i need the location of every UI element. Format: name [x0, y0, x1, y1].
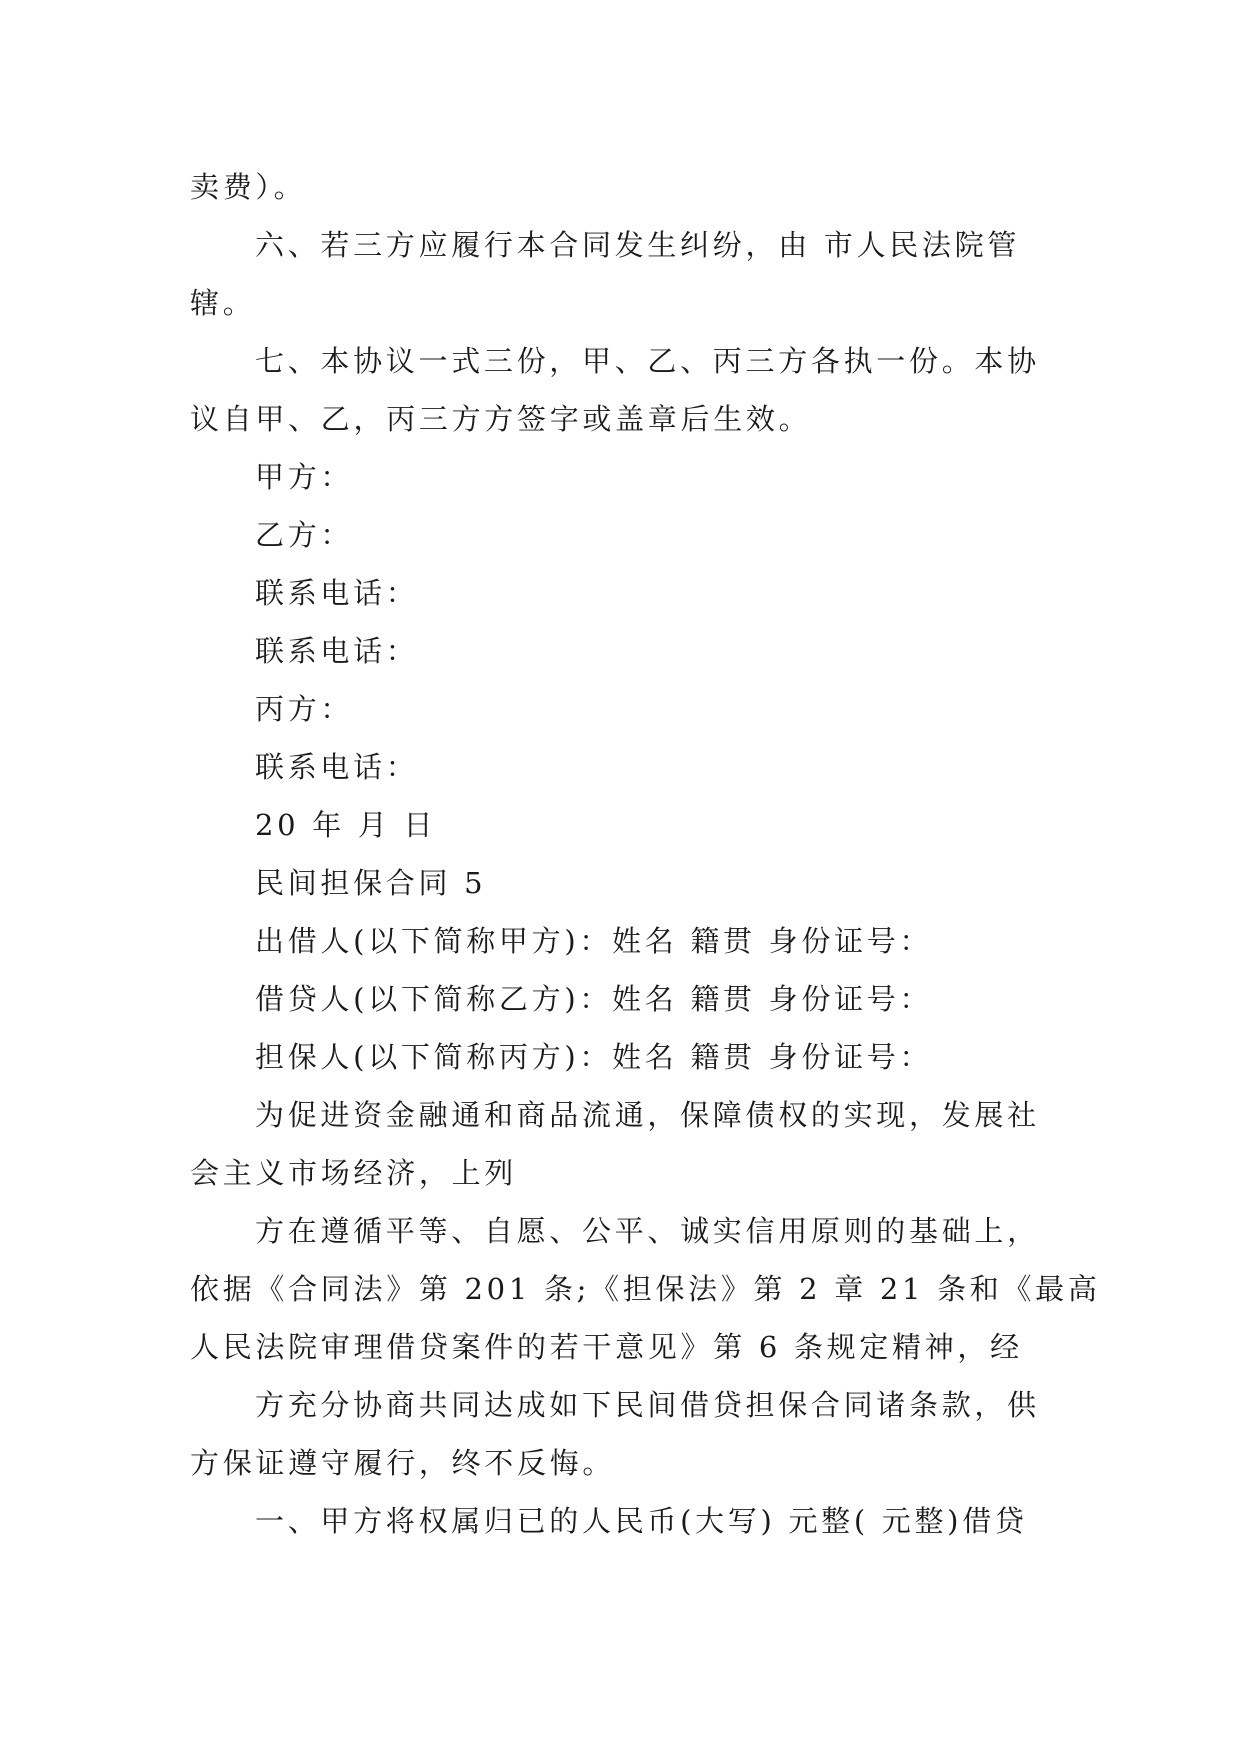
- text-line: 甲方：: [255, 460, 354, 494]
- paragraph-fee-end: [190, 158, 1050, 216]
- phone-field: [190, 738, 1050, 796]
- guarantor-info: [190, 1028, 1050, 1086]
- text-line: 乙方：: [255, 518, 354, 552]
- text-line: 卖费）。: [190, 170, 307, 204]
- text-line: 出借人(以下简称甲方)：姓名 籍贯 身份证号：: [255, 924, 933, 958]
- text-line: 联系电话：: [255, 750, 419, 784]
- document-page: [190, 158, 1101, 1550]
- text-line: 担保人(以下简称丙方)：姓名 籍贯 身份证号：: [255, 1040, 933, 1074]
- lender-info: [190, 912, 1050, 970]
- text-line: 为促进资金融通和商品流通，保障债权的实现，发展社: [255, 1098, 1040, 1132]
- text-line: 方保证遵守履行，终不反悔。: [190, 1446, 616, 1480]
- text-line: 丙方：: [255, 692, 354, 726]
- signature-party-a: [190, 448, 1050, 506]
- text-line: 联系电话：: [255, 634, 419, 668]
- text-line: 20 年 月 日: [255, 808, 437, 842]
- text-line: 议自甲、乙，丙三方方签字或盖章后生效。: [190, 402, 812, 436]
- signature-party-c: [190, 680, 1050, 738]
- signature-party-b: [190, 506, 1050, 564]
- paragraph-legal-basis: [190, 1202, 1101, 1376]
- text-line: 方充分协商共同达成如下民间借贷担保合同诸条款，供: [255, 1388, 1040, 1422]
- text-line: 依据《合同法》第 201 条;《担保法》第 2 章 21 条和《最高: [190, 1272, 1101, 1306]
- phone-field: [190, 622, 1050, 680]
- text-line: 人民法院审理借贷案件的若干意见》第 6 条规定精神，经: [190, 1330, 1023, 1364]
- text-line: 七、本协议一式三份，甲、乙、丙三方各执一份。本协: [255, 344, 1040, 378]
- text-line: 民间担保合同 5: [255, 866, 487, 900]
- paragraph-clause-6: [190, 216, 1050, 332]
- phone-field: [190, 564, 1050, 622]
- paragraph-clause-7: [190, 332, 1050, 448]
- date-line: [190, 796, 1050, 854]
- paragraph-agreement: [190, 1376, 1050, 1492]
- paragraph-purpose: [190, 1086, 1050, 1202]
- paragraph-clause-1: [190, 1492, 1050, 1550]
- text-line: 会主义市场经济，上列: [190, 1156, 518, 1190]
- text-line: 联系电话：: [255, 576, 419, 610]
- text-line: 一、甲方将权属归已的人民币(大写) 元整( 元整)借贷: [255, 1504, 1028, 1538]
- text-line: 六、若三方应履行本合同发生纠纷，由 市人民法院管: [255, 228, 1021, 262]
- text-line: 借贷人(以下简称乙方)：姓名 籍贯 身份证号：: [255, 982, 933, 1016]
- text-line: 辖。: [190, 286, 256, 320]
- borrower-info: [190, 970, 1050, 1028]
- section-title: [190, 854, 1050, 912]
- text-line: 方在遵循平等、自愿、公平、诚实信用原则的基础上，: [255, 1214, 1040, 1248]
